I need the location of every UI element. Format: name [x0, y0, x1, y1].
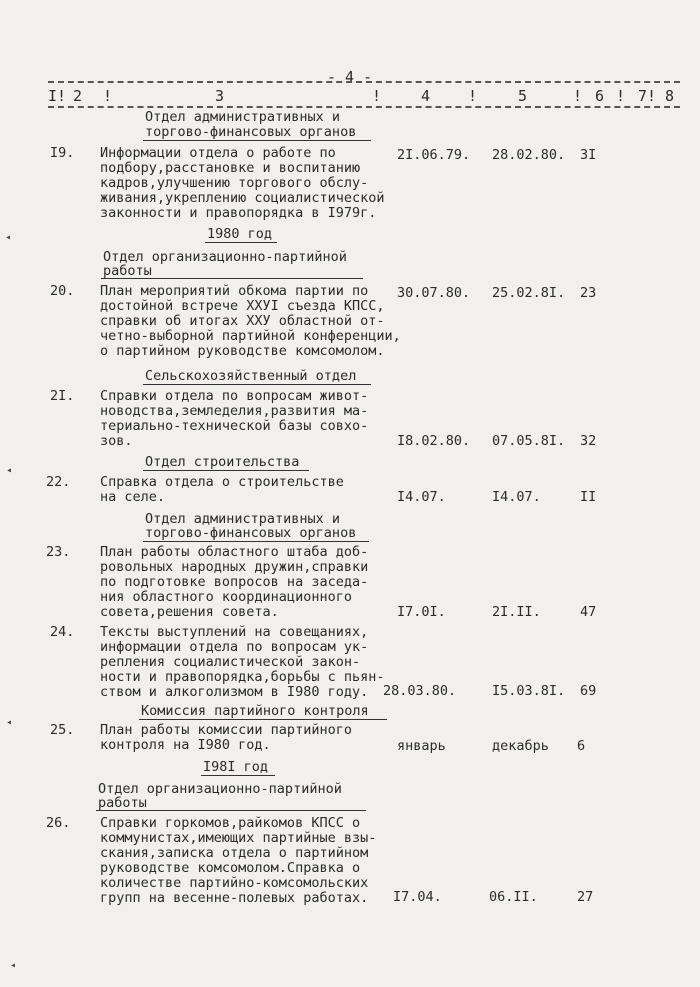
- section-underline: [101, 278, 363, 279]
- col-7-header: 7!: [638, 87, 657, 105]
- section-underline: [143, 470, 309, 471]
- entry-sheets: 23: [580, 285, 597, 301]
- entry-sheets: 3I: [580, 147, 597, 163]
- col-sep: !: [103, 87, 113, 105]
- entry-number: I9.: [50, 145, 75, 161]
- section-underline: [143, 541, 369, 542]
- entry-number: 22.: [46, 474, 71, 490]
- section-heading: Отдел организационно-партийной: [103, 249, 347, 265]
- col-sep: !: [468, 87, 478, 105]
- entry-number: 24.: [50, 624, 75, 640]
- col-sep: !: [372, 87, 382, 105]
- year-underline: [201, 775, 275, 776]
- entry-start-date: январь: [397, 738, 446, 754]
- entry-sheets: 32: [580, 433, 597, 449]
- section-heading: Сельскохозяйственный отдел: [145, 368, 357, 384]
- entry-sheets: 69: [580, 683, 597, 699]
- entry-end-date: 07.05.8I.: [492, 433, 566, 449]
- entry-end-date: 2I.II.: [492, 604, 541, 620]
- section-heading: работы: [98, 795, 147, 811]
- entry-end-date: декабрь: [492, 738, 549, 754]
- section-heading: торгово-финансовых органов: [145, 525, 357, 541]
- section-underline: [139, 719, 387, 720]
- entry-start-date: 30.07.80.: [397, 285, 471, 301]
- section-underline: [96, 810, 366, 811]
- entry-start-date: 28.03.80.: [383, 683, 457, 699]
- margin-punch-mark: ◂: [5, 232, 12, 243]
- entry-number: 20.: [50, 283, 75, 299]
- col-3-header: 3: [215, 87, 225, 105]
- year-heading: I98I год: [203, 759, 269, 775]
- col-5-header: 5: [518, 87, 528, 105]
- entry-start-date: I8.02.80.: [397, 433, 471, 449]
- margin-punch-mark: ◂: [6, 717, 13, 728]
- col-8-header: 8: [665, 87, 675, 105]
- section-underline: [143, 384, 371, 385]
- section-heading: Отдел административных и: [145, 511, 341, 527]
- entry-title: Справки горкомов,райкомов КПСС о коммунистах,имеющих партийные взы- скания,записка отдела о партийном руководстве комсомолом.Справка о количестве партийно-комсомольских групп на весенне-полевых работах.: [100, 815, 377, 906]
- entry-sheets: 6: [577, 738, 586, 754]
- entry-title: Справка отдела о строительстве на селе.: [100, 474, 344, 505]
- page-number: - 4 -: [327, 68, 373, 86]
- margin-punch-mark: ◂: [6, 465, 13, 476]
- section-underline: [143, 140, 371, 141]
- entry-title: Справки отдела по вопросам живот- новодства,земледелия,развития ма- териально-технической базы совхо- зов.: [100, 388, 369, 449]
- entry-start-date: I7.04.: [393, 889, 442, 905]
- section-heading: Отдел строительства: [145, 454, 300, 470]
- section-heading: Отдел организационно-партийной: [98, 781, 342, 797]
- entry-start-date: 2I.06.79.: [397, 147, 471, 163]
- entry-number: 26.: [46, 815, 71, 831]
- entry-end-date: 06.II.: [489, 889, 538, 905]
- entry-start-date: I7.0I.: [397, 604, 446, 620]
- entry-sheets: 27: [577, 889, 594, 905]
- section-heading: Комиссия партийного контроля: [141, 703, 369, 719]
- entry-title: Тексты выступлений на совещаниях, информации отдела по вопросам ук- репления социалистической закон- ности и правопорядка,борьбы с пьян- ством и алкоголизмом в I980 году.: [100, 624, 385, 700]
- entry-title: План мероприятий обкома партии по достойной встрече ХХУI съезда КПСС, справки об итогах ХХУ областной от- четно-выборной партийной конференции, о партийном руководстве комсомолом.: [100, 283, 401, 359]
- section-heading: работы: [103, 263, 152, 279]
- entry-end-date: I5.03.8I.: [492, 683, 566, 699]
- col-1-header: I!: [48, 87, 67, 105]
- header-bottom-rule: [48, 106, 680, 108]
- header-top-rule: [48, 81, 680, 83]
- entry-sheets: II: [580, 489, 597, 505]
- entry-number: 25.: [50, 722, 75, 738]
- col-4-header: 4: [421, 87, 431, 105]
- col-2-header: 2: [73, 87, 83, 105]
- entry-number: 2I.: [50, 388, 75, 404]
- year-heading: 1980 год: [207, 226, 273, 242]
- margin-punch-mark: ◂: [10, 960, 17, 971]
- entry-title: План работы комиссии партийного контроля на I980 год.: [100, 722, 352, 753]
- col-6-header: 6: [595, 87, 605, 105]
- year-underline: [205, 242, 277, 243]
- col-sep: !: [616, 87, 626, 105]
- section-heading: Отдел административных и: [145, 109, 341, 125]
- col-sep: !: [573, 87, 583, 105]
- entry-end-date: 25.02.8I.: [492, 285, 566, 301]
- section-heading: торгово-финансовых органов: [145, 124, 357, 140]
- entry-number: 23.: [46, 544, 71, 560]
- entry-sheets: 47: [580, 604, 597, 620]
- entry-start-date: I4.07.: [397, 489, 446, 505]
- entry-end-date: I4.07.: [492, 489, 541, 505]
- entry-title: Информации отдела о работе по подбору,расстановке и воспитанию кадров,улучшению торгового обслу- живания,укреплению социалистической законности и правопорядка в I979г.: [100, 145, 385, 221]
- entry-title: План работы областного штаба доб- ровольных народных дружин,справки по подготовке вопросов на заседа- ния областного координационного совета,решения совета.: [100, 544, 369, 620]
- entry-end-date: 28.02.80.: [492, 147, 566, 163]
